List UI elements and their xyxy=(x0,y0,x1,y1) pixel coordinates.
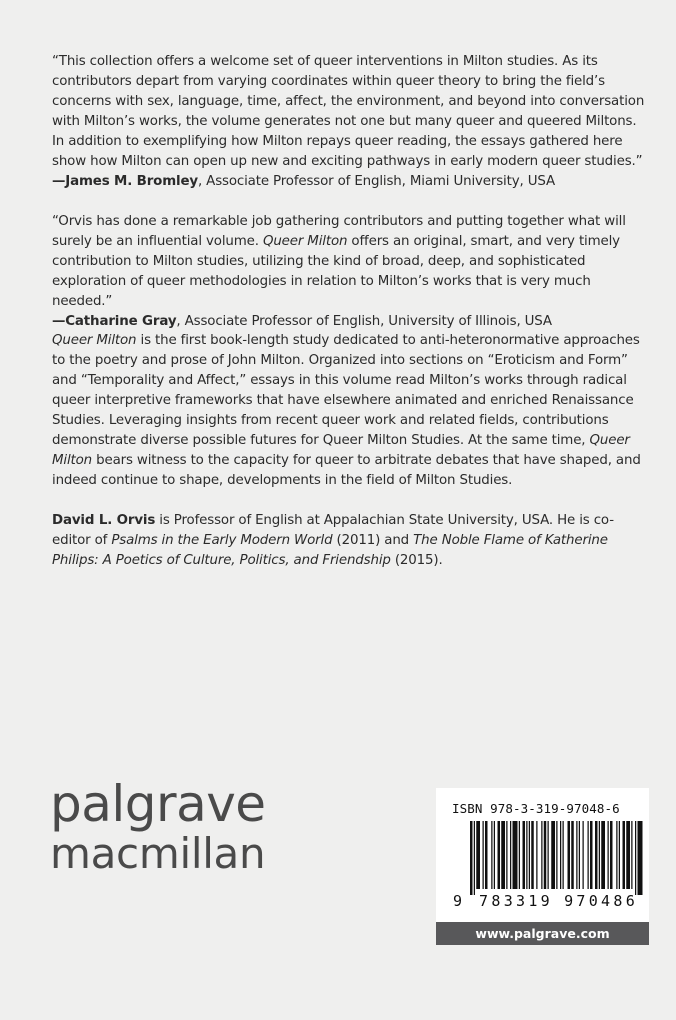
barcode-bar xyxy=(498,821,501,889)
barcode-bar xyxy=(560,821,561,889)
barcode-bar xyxy=(579,821,580,889)
endorsement-attribution xyxy=(52,172,648,192)
book-description xyxy=(52,331,648,491)
barcode-bar xyxy=(519,821,520,889)
endorser-affiliation: , Associate Professor of English, University of Illinois, USA xyxy=(176,314,552,329)
description-paragraph xyxy=(52,331,648,491)
barcode-bar xyxy=(556,821,557,889)
publisher-logo-line1: palgrave xyxy=(50,775,266,833)
barcode-bar xyxy=(601,821,605,889)
barcode-bar xyxy=(513,821,518,889)
bio-paragraph xyxy=(52,511,648,571)
endorsement-quote: “This collection offers a welcome set of queer interventions in Milton studies. As its contributors depart from varying coordinates within queer theory to bring the field’s concerns with sex, language, time, affect, the environment, and beyond into conversation with Milton’s works, the volume generates not one but many queer and queered Miltons. In addition to exemplifying how Milton repays queer reading, the essays gathered here show how Milton can open up new and exciting pathways in early modern queer studies.” xyxy=(52,54,645,169)
barcode-bar xyxy=(619,821,620,889)
barcode-bar xyxy=(595,821,598,889)
barcode-bar xyxy=(544,821,547,889)
barcode-bar xyxy=(608,821,609,889)
barcode-bar xyxy=(494,821,495,889)
barcode-bar xyxy=(536,821,537,889)
barcode-bar xyxy=(610,821,613,889)
barcode-digits-right: 970486 xyxy=(564,892,639,910)
description-text: bears witness to the capacity for queer to arbitrate debates that have shaped, and indeed continue to shape, developments in the field of Milton Studies. xyxy=(52,453,641,488)
barcode-digit-first: 9 xyxy=(453,892,463,910)
description-text: is the first book-length study dedicated to anti-heteronormative approaches to the poetry and prose of John Milton. Organized into sections on “Eroticism and Form” and “Temporality and Affect,” essays in this volume read Milton’s works through radical queer interpretive frameworks that have elsewhere animated and enriched Renaissance Studies. Leveraging insights from recent queer work and related fields, contributions demonstrate diverse possible futures for Queer Milton Studies. At the same time, xyxy=(52,333,640,448)
endorser-affiliation: , Associate Professor of English, Miami University, USA xyxy=(197,174,555,189)
endorsement-bromley xyxy=(52,52,648,192)
book-title: Queer Milton xyxy=(262,234,348,249)
barcode-digits-left: 783319 xyxy=(479,892,554,910)
barcode-bar xyxy=(616,821,617,889)
author-name: David L. Orvis xyxy=(52,513,156,528)
barcode-bar xyxy=(638,821,643,895)
barcode-bar xyxy=(599,821,600,889)
endorser-name: —James M. Bromley xyxy=(52,174,198,189)
bio-text: is Professor of English at Appalachian State University, USA. He is co-editor of xyxy=(52,513,614,548)
bio-text: (2015). xyxy=(390,553,443,568)
endorsement-quote xyxy=(52,212,648,312)
book-title: Psalms in the Early Modern World xyxy=(111,533,333,548)
barcode-bar xyxy=(526,821,527,889)
barcode-bar xyxy=(571,821,574,889)
barcode-bar xyxy=(623,821,626,889)
barcode-bar xyxy=(483,821,484,889)
endorser-name: —Catharine Gray xyxy=(52,314,177,329)
barcode-bar xyxy=(529,821,530,889)
barcode-bar xyxy=(626,821,630,889)
book-title: Queer Milton xyxy=(52,433,630,468)
barcode-bar xyxy=(510,821,511,889)
barcode-bar xyxy=(588,821,589,889)
isbn-barcode xyxy=(436,788,649,922)
barcode-bar xyxy=(631,821,632,889)
barcode-bar xyxy=(568,821,571,889)
publisher-website: www.palgrave.com xyxy=(436,922,649,945)
quote-text: offers an original, smart, and very timely contribution to Milton studies, utilizing the kind of broad, deep, and sophisticated exploration of queer methodologies in relation to Milton’s works that is very much needed.” xyxy=(52,234,620,309)
barcode-bar xyxy=(476,821,480,889)
barcode-bar xyxy=(531,821,534,889)
barcode-bar xyxy=(506,821,507,889)
bio-text: (2011) and xyxy=(332,533,414,548)
barcode-bar xyxy=(635,821,636,895)
book-title: The Noble Flame of Katherine Philips: A Poetics of Culture, Politics, and Friendship xyxy=(52,533,608,568)
barcode-digits xyxy=(453,892,638,910)
barcode-bar xyxy=(501,821,505,889)
barcode-bar xyxy=(551,821,555,889)
publisher-logo-line2: macmillan xyxy=(50,829,266,878)
barcode-bar xyxy=(590,821,593,889)
barcode-bar xyxy=(548,821,549,889)
book-title: Queer Milton xyxy=(52,333,137,348)
quote-text: “Orvis has done a remarkable job gathering contributors and putting together what will surely be an influential volume. xyxy=(52,214,626,249)
barcode-bar xyxy=(485,821,488,889)
barcode-bar xyxy=(541,821,542,889)
barcode-bar xyxy=(583,821,584,889)
barcode-bar xyxy=(491,821,492,889)
endorsement-attribution xyxy=(52,312,648,332)
isbn-label: ISBN 978-3-319-97048-6 xyxy=(452,801,620,816)
barcode-bar xyxy=(474,821,475,895)
endorsement-gray xyxy=(52,212,648,332)
barcode-bar xyxy=(523,821,526,889)
barcode-bar xyxy=(576,821,577,889)
author-bio xyxy=(52,511,648,571)
barcode-bar xyxy=(563,821,564,889)
barcode-bar xyxy=(470,821,473,895)
publisher-logo xyxy=(50,776,266,878)
